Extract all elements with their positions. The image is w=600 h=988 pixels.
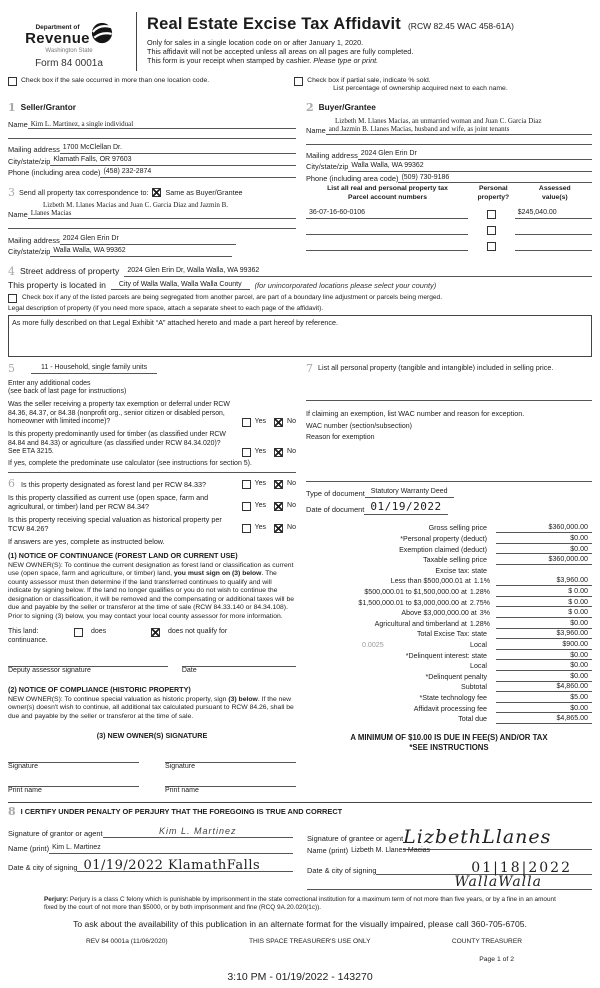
tax-row-delinquent-interest-local: Local $0.00 (306, 660, 592, 671)
current-use-question: Is this property classified as current use (open space, farm and agricultural, or timber) land per RCW 84.34? (8, 492, 209, 511)
personal-property-list-label: List all personal property (tangible and intangible) included in selling price. (318, 362, 554, 372)
partial-sale-label: Check box if partial sale, indicate % sold. List percentage of ownership acquired next to each name. (307, 76, 508, 93)
grantor-date-city[interactable]: 01/19/2022 KlamathFalls (77, 860, 293, 873)
legal-description-box[interactable] (8, 315, 592, 357)
multi-location-checkbox[interactable] (8, 77, 17, 86)
grantor-signature[interactable]: Kim L. Martinez (103, 826, 294, 838)
correspondence-name-field[interactable]: Llanes Macias (28, 209, 296, 219)
tax-value[interactable]: $ 0.00 (496, 608, 592, 618)
buyer-csz-label: City/state/zip (306, 162, 349, 172)
date-of-document-label: Date of document (306, 505, 365, 515)
tax-row-personal-property-deduct: *Personal property (deduct) $0.00 (306, 533, 592, 544)
legal-description-label: Legal description of property (if you need more space, attach a separate sheet to each page of the affidavit). (8, 305, 324, 313)
section-4 (8, 266, 592, 357)
yes-label: Yes (254, 448, 267, 456)
section-7-tax-column (306, 363, 592, 796)
seller-phone-label: Phone (including area code) (8, 168, 101, 178)
tax-value[interactable]: $900.00 (496, 640, 592, 650)
seller-mailing-label: Mailing address (8, 144, 60, 154)
yes-label: Yes (254, 418, 267, 426)
tax-row-subtotal: Subtotal $4,860.00 (306, 682, 592, 693)
notice-compliance-heading: (2) NOTICE OF COMPLIANCE (HISTORIC PROPERTY) (8, 684, 191, 694)
section-7-number: 7 (306, 361, 313, 375)
land-does-not-checkbox[interactable] (151, 628, 160, 637)
this-land-label: This land: (8, 628, 39, 636)
footer-row (8, 938, 592, 946)
logo-dept-text: Department of (35, 24, 80, 32)
tax-row-tier3: $1,500,000.01 to $3,000,000.00 at 2.75% $ 0.00 (306, 597, 592, 608)
tax-value[interactable]: $0.00 (496, 704, 592, 714)
tax-value[interactable]: $0.00 (496, 672, 592, 682)
s5q2-yes-checkbox[interactable] (242, 448, 251, 457)
treasurer-use-label: THIS SPACE TREASURER'S USE ONLY (249, 937, 371, 945)
s6q3-yes-checkbox[interactable] (242, 524, 251, 533)
page-number: Page 1 of 2 (479, 956, 514, 964)
deputy-date-line[interactable] (182, 660, 296, 667)
buyer-mailing-label: Mailing address (306, 150, 358, 160)
tax-row-tier2: $500,000.01 to $1,500,000.00 at 1.28% $ 0.00 (306, 586, 592, 597)
tax-row-exemption-claimed: Exemption claimed (deduct) $0.00 (306, 544, 592, 555)
tax-row-excise-tax-state-header: Excise tax: state (435, 566, 487, 575)
historical-property-question: Is this property receiving special valuation as historical property per TCW 84.26? (8, 514, 222, 533)
new-owner-signature-label: Signature (165, 763, 195, 771)
yes-label: Yes (254, 501, 267, 509)
new-owner-signature-line[interactable] (165, 756, 296, 763)
parcel-personal-checkbox[interactable] (487, 242, 496, 251)
tax-row-local: 0.0025 Local $900.00 (306, 639, 592, 650)
section-1-number: 1 (8, 100, 16, 114)
minimum-fee-note: A MINIMUM OF $10.00 IS DUE IN FEE(S) AND/OR TAX (350, 732, 548, 742)
new-owner-signature-heading: (3) NEW OWNER(S) SIGNATURE (96, 731, 208, 741)
section-5-6-column (8, 363, 296, 796)
tax-value[interactable]: $ 0.00 (496, 598, 592, 608)
if-answers-yes-note: If answers are yes, complete as instructed below. (8, 536, 165, 546)
notice-compliance-paragraph: NEW OWNER(S): To continue special valuation as historic property, sign (3) below. If the new owner(s) doesn't wish to continue, all additional tax calculated pursuant to RCW 84.26, shall be due and payable by the seller or transferor at the time of sale. (8, 695, 294, 720)
notice-continuance-heading: (1) NOTICE OF CONTINUANCE (FOREST LAND OR CURRENT USE) (8, 550, 238, 560)
seller-name-continuation-line[interactable] (8, 129, 296, 139)
exemption-deferral-question: Was the seller receiving a property tax exemption or deferral under RCW 84.36, 84.37, or 84.38 (nonprofit org., senior citizen or disabled person, homeowner with limited income)? (8, 401, 230, 426)
county-treasurer-label: COUNTY TREASURER (451, 937, 522, 945)
tax-value[interactable]: $ 0.00 (496, 587, 592, 597)
yes-label: Yes (254, 479, 267, 487)
perjury-note: Perjury: Perjury is a class C felony which is punishable by imprisonment in the state correctional institution for a maximum term of not more than five years, or by a fine in an amount fixed by the court of not more than $5000, or by both imprisonment and fine (RCQ 9A.20.020(1c)). (44, 896, 556, 912)
tax-computation-table (306, 523, 592, 724)
s6q3-no-checkbox[interactable] (274, 524, 283, 533)
seller-grantor-title: Seller/Grantor (20, 102, 76, 113)
new-owner-printname-label: Print name (165, 786, 199, 794)
parcel-row (306, 209, 592, 219)
grantee-signature-label: Signature of grantee or agent (307, 834, 404, 844)
alternate-format-note: To ask about the availability of this publication in an alternate format for the visually impaired, please call 360-705-6705. (73, 919, 527, 930)
dor-logo-block (8, 8, 130, 71)
header-divider (136, 12, 137, 71)
tax-value[interactable]: $3,960.00 (496, 576, 592, 586)
tax-row-delinquent-interest-state: *Delinquent interest: state $0.00 (306, 650, 592, 661)
exemption-reason-area[interactable] (306, 443, 592, 482)
logo-state-text: Washington State (45, 47, 93, 54)
same-as-buyer-checkbox[interactable] (152, 188, 161, 197)
no-label: No (287, 448, 296, 456)
new-owner-printname-label: Print name (8, 786, 42, 794)
personal-property-list-area[interactable] (306, 374, 592, 401)
header (8, 8, 592, 71)
multi-location-label: Check box if the sale occurred in more than one location code. (21, 76, 210, 84)
segregated-label: Check box if any of the listed parcels are being segregated from another parcel, are part of a boundary line adjustment or parcels being merged. (22, 294, 443, 302)
parcel-number-field[interactable] (306, 234, 468, 235)
segregated-checkbox[interactable] (8, 294, 17, 303)
tax-row-taxable-selling-price: Taxable selling price $360,000.00 (306, 554, 592, 565)
form-number: Form 84 0001a (35, 58, 103, 70)
tax-value[interactable]: $360,000.00 (496, 523, 592, 533)
tax-value[interactable]: $3,960.00 (496, 629, 592, 639)
section-3-number: 3 (8, 185, 15, 199)
buyer-phone-label: Phone (including area code) (306, 174, 399, 184)
forest-land-question: Is this property designated as forest land per RCW 84.33? (21, 479, 206, 489)
seller-csz-field[interactable]: Klamath Falls, OR 97603 (50, 156, 296, 166)
certify-heading: I CERTIFY UNDER PENALTY OF PERJURY THAT THE FOREGOING IS TRUE AND CORRECT (20, 807, 343, 817)
grantee-signature[interactable]: LizbethLlanes (403, 826, 592, 851)
no-label: No (287, 418, 296, 426)
parcel-col1-header: List all real and personal property tax Parcel account numbers (327, 185, 448, 201)
parcel-assessed-value-field[interactable] (515, 250, 592, 251)
new-owner-signature-label: Signature (8, 763, 38, 771)
grantor-name-print[interactable]: Kim L. Martinez (49, 844, 293, 854)
type-of-document-label: Type of document (306, 488, 365, 498)
timber-agriculture-question: Is this property predominantly used for timber (as classified under RCW 84.84 and 84.33) or agriculture (as classified under RCW 84.34.020)? See ETA 3215. (8, 431, 226, 456)
section-8-number: 8 (8, 804, 16, 818)
tax-row-tier1: Less than $500,000.01 at 1.1% $3,960.00 (306, 576, 592, 587)
legal-description-text: As more fully described on that Legal Exhibit “A” attached hereto and made a part hereof by reference. (12, 317, 339, 327)
continuance-label: continuance. (8, 637, 48, 645)
predominate-use-note: If yes, complete the predominate use calculator (see instructions for section 5). (8, 460, 296, 473)
deputy-date-label: Date (181, 666, 197, 674)
page-title: Real Estate Excise Tax Affidavit (147, 15, 402, 33)
title-rcw-ref: (RCW 82.45 WAC 458-61A) (407, 21, 514, 31)
land-does-checkbox[interactable] (74, 628, 83, 637)
land-does-not-label: does not qualify for (168, 628, 228, 636)
parcel-number-field[interactable]: 36-07-16-60-0106 (306, 209, 468, 219)
deputy-assessor-signature-label: Deputy assessor signature (8, 666, 91, 674)
subtitle-3: This form is your receipt when stamped by cashier. Please type or print. (147, 55, 379, 65)
property-use-code-field[interactable]: 11 - Household, single family units (31, 364, 157, 374)
correspondence-mailing-label: Mailing address (8, 235, 60, 245)
s6q2-no-checkbox[interactable] (274, 502, 283, 511)
type-or-print-note: Please type or print. (313, 55, 379, 65)
s6q1-yes-checkbox[interactable] (242, 480, 251, 489)
top-checkbox-row (8, 77, 592, 94)
correspondence-label: Send all property tax correspondence to: (19, 187, 149, 197)
parcel-number-field[interactable] (306, 250, 468, 251)
parcel-table (306, 185, 592, 251)
buyer-phone-field[interactable]: (509) 730-9186 (398, 174, 592, 184)
parcel-col3-header: Assessed value(s) (538, 185, 571, 201)
grantor-date-city-label: Date & city of signing (8, 862, 78, 872)
tax-row-total-due: Total due $4,865.00 (306, 713, 592, 724)
parcel-col2-header: Personal property? (477, 185, 510, 201)
seller-mailing-field[interactable]: 1700 McClellan Dr. (60, 144, 296, 154)
correspondence-name-continuation-line[interactable] (8, 219, 296, 229)
correspondence-mailing-field[interactable]: 2024 Glen Erin Dr (60, 235, 236, 245)
parcel-assessed-value-field[interactable] (515, 234, 592, 235)
grantee-city[interactable]: WallaWalla (307, 875, 592, 890)
additional-codes-label: Enter any additional codes (8, 379, 91, 387)
yes-label: Yes (254, 523, 267, 531)
buyer-grantee-title: Buyer/Grantee (318, 102, 376, 113)
street-address-label: Street address of property (20, 265, 120, 276)
parcel-row (306, 242, 592, 251)
new-owner-signature-line[interactable] (8, 756, 139, 763)
correspondence-name-line1: Lizbeth M. Llanes Macias and Juan C. Garcia Diaz and Jazmin B. (43, 200, 229, 209)
tax-value[interactable]: $4,860.00 (496, 682, 592, 692)
partial-sale-label-2: List percentage of ownership acquired next to each name. (333, 85, 508, 93)
seller-csz-label: City/state/zip (8, 156, 51, 166)
seller-name-label: Name (8, 120, 28, 130)
local-rate-value: 0.0025 (362, 640, 384, 649)
s5q1-no-checkbox[interactable] (274, 418, 283, 427)
no-label: No (287, 501, 296, 509)
buyer-name-continuation-line[interactable] (306, 135, 592, 145)
wac-number-label: WAC number (section/subsection) (306, 422, 412, 430)
treasurer-stamp: 3:10 PM - 01/19/2022 - 143270 (227, 970, 373, 983)
subtitle-2: This affidavit will not be accepted unless all areas on all pages are fully completed. (147, 46, 414, 56)
buyer-name-line1: Lizbeth M. Llanes Macias, an unmarried woman and Juan C. Garcia Diaz (335, 116, 542, 125)
grantee-name-print-label: Name (print) (307, 846, 349, 856)
s5q1-yes-checkbox[interactable] (242, 418, 251, 427)
section-6-number: 6 (8, 476, 15, 490)
logo-revenue-text: Revenue (25, 30, 90, 48)
section-2-number: 2 (306, 100, 314, 114)
tax-value[interactable]: $0.00 (496, 534, 592, 544)
notice-continuance-paragraph: NEW OWNER(S): To continue the current designation as forest land or classification as current use (open space, farm and agriculture, or timber) land, you must sign on (3) below. The county assessor must then determine if the land transferred continues to qualify and will indicate by signing below. If the land no longer qualifies or you do not wish to continue the designation or classification, it will be removed and the compensating or additional taxes will be due and payable by the seller or transferor at the time of sale (RCW 84.33.140 or 84.34.108). Prior to signing (3) below, you may contact your local county assessor for more information. (8, 561, 295, 620)
no-label: No (287, 479, 296, 487)
grantee-date-city-label: Date & city of signing (307, 865, 377, 875)
same-as-buyer-label: Same as Buyer/Grantee (165, 187, 243, 197)
buyer-name-label: Name (306, 125, 326, 135)
parcel-personal-checkbox[interactable] (487, 226, 496, 235)
buyer-name-field[interactable]: and Jazmin B. Llanes Macias, husband and wife, as joint tenants (326, 125, 592, 135)
tax-value[interactable]: $0.00 (496, 661, 592, 671)
grantor-name-print-label: Name (print) (8, 844, 50, 854)
located-in-field[interactable]: City of Walla Walla, Walla Walla County (111, 281, 250, 291)
tax-row-affidavit-processing-fee: Affidavit processing fee $0.00 (306, 703, 592, 714)
correspondence-name-label: Name (8, 209, 28, 219)
tax-value[interactable]: $4,865.00 (496, 714, 592, 724)
correspondence-csz-field[interactable]: Walla Walla, WA 99362 (50, 247, 232, 257)
reason-exemption-label: Reason for exemption (306, 434, 375, 442)
grantee-date[interactable]: 01|18|2022 (376, 862, 592, 876)
parcel-row (306, 226, 592, 235)
located-in-note: (for unincorporated locations please select your county) (254, 281, 437, 291)
new-owner-printname-line[interactable] (8, 780, 139, 787)
dor-swirl-icon (91, 22, 113, 48)
s6q1-no-checkbox[interactable] (274, 480, 283, 489)
tax-value[interactable]: $360,000.00 (496, 555, 592, 565)
tax-row-agricultural-timberland: Agricultural and timberland at 1.28% $0.00 (306, 618, 592, 629)
tax-row-tier4: Above $3,000,000.00 at 3% $ 0.00 (306, 607, 592, 618)
street-address-field[interactable]: 2024 Glen Erin Dr, Walla Walla, WA 99362 (124, 267, 592, 277)
buyer-mailing-field[interactable]: 2024 Glen Erin Dr (358, 150, 592, 160)
tax-value[interactable]: $5.00 (496, 693, 592, 703)
date-of-document-field[interactable]: 01/19/2022 (364, 500, 447, 515)
exemption-claim-note: If claiming an exemption, list WAC number and reason for exception. (306, 408, 525, 418)
seller-name-field[interactable]: Kim L. Martinez, a single individual (28, 120, 296, 130)
tax-value[interactable]: $0.00 (496, 545, 592, 555)
no-label: No (287, 523, 296, 531)
grantee-name-print[interactable]: Lizbeth M. Llanes Macias (351, 846, 431, 854)
subtitle-1: Only for sales in a single location code on or after January 1, 2020. (147, 37, 364, 47)
s5q2-no-checkbox[interactable] (274, 448, 283, 457)
tax-row-total-excise-state: Total Excise Tax: state $3,960.00 (306, 629, 592, 640)
deputy-assessor-signature-line[interactable] (8, 660, 168, 667)
correspondence-csz-label: City/state/zip (8, 247, 51, 257)
additional-codes-note: (see back of last page for instructions) (8, 388, 127, 396)
tax-row-delinquent-penalty: *Delinquent penalty $0.00 (306, 671, 592, 682)
parcel-assessed-value-field[interactable]: $245,040.00 (515, 209, 592, 219)
grantor-signature-label: Signature of grantor or agent (8, 828, 103, 838)
rev-form-number: REV 84 0001a (11/06/2020) (86, 937, 168, 945)
tax-row-state-technology-fee: *State technology fee $5.00 (306, 692, 592, 703)
type-of-document-field[interactable]: Statutory Warranty Deed (365, 488, 454, 498)
seller-phone-field[interactable]: (458) 232-2874 (100, 168, 296, 178)
located-in-label: This property is located in (8, 279, 106, 290)
section-8-certification (8, 802, 592, 891)
section-4-number: 4 (8, 264, 15, 278)
land-does-label: does (91, 628, 107, 636)
tax-value[interactable]: $0.00 (496, 619, 592, 629)
see-instructions-note: *SEE INSTRUCTIONS (409, 742, 489, 752)
partial-sale-checkbox[interactable] (294, 77, 303, 86)
tax-row-gross-selling-price: Gross selling price $360,000.00 (306, 523, 592, 534)
s6q2-yes-checkbox[interactable] (242, 502, 251, 511)
buyer-csz-field[interactable]: Walla Walla, WA 99362 (348, 162, 592, 172)
section-5-number: 5 (8, 361, 15, 375)
tax-value[interactable]: $0.00 (496, 651, 592, 661)
parcel-personal-checkbox[interactable] (487, 210, 496, 219)
new-owner-printname-line[interactable] (165, 780, 296, 787)
